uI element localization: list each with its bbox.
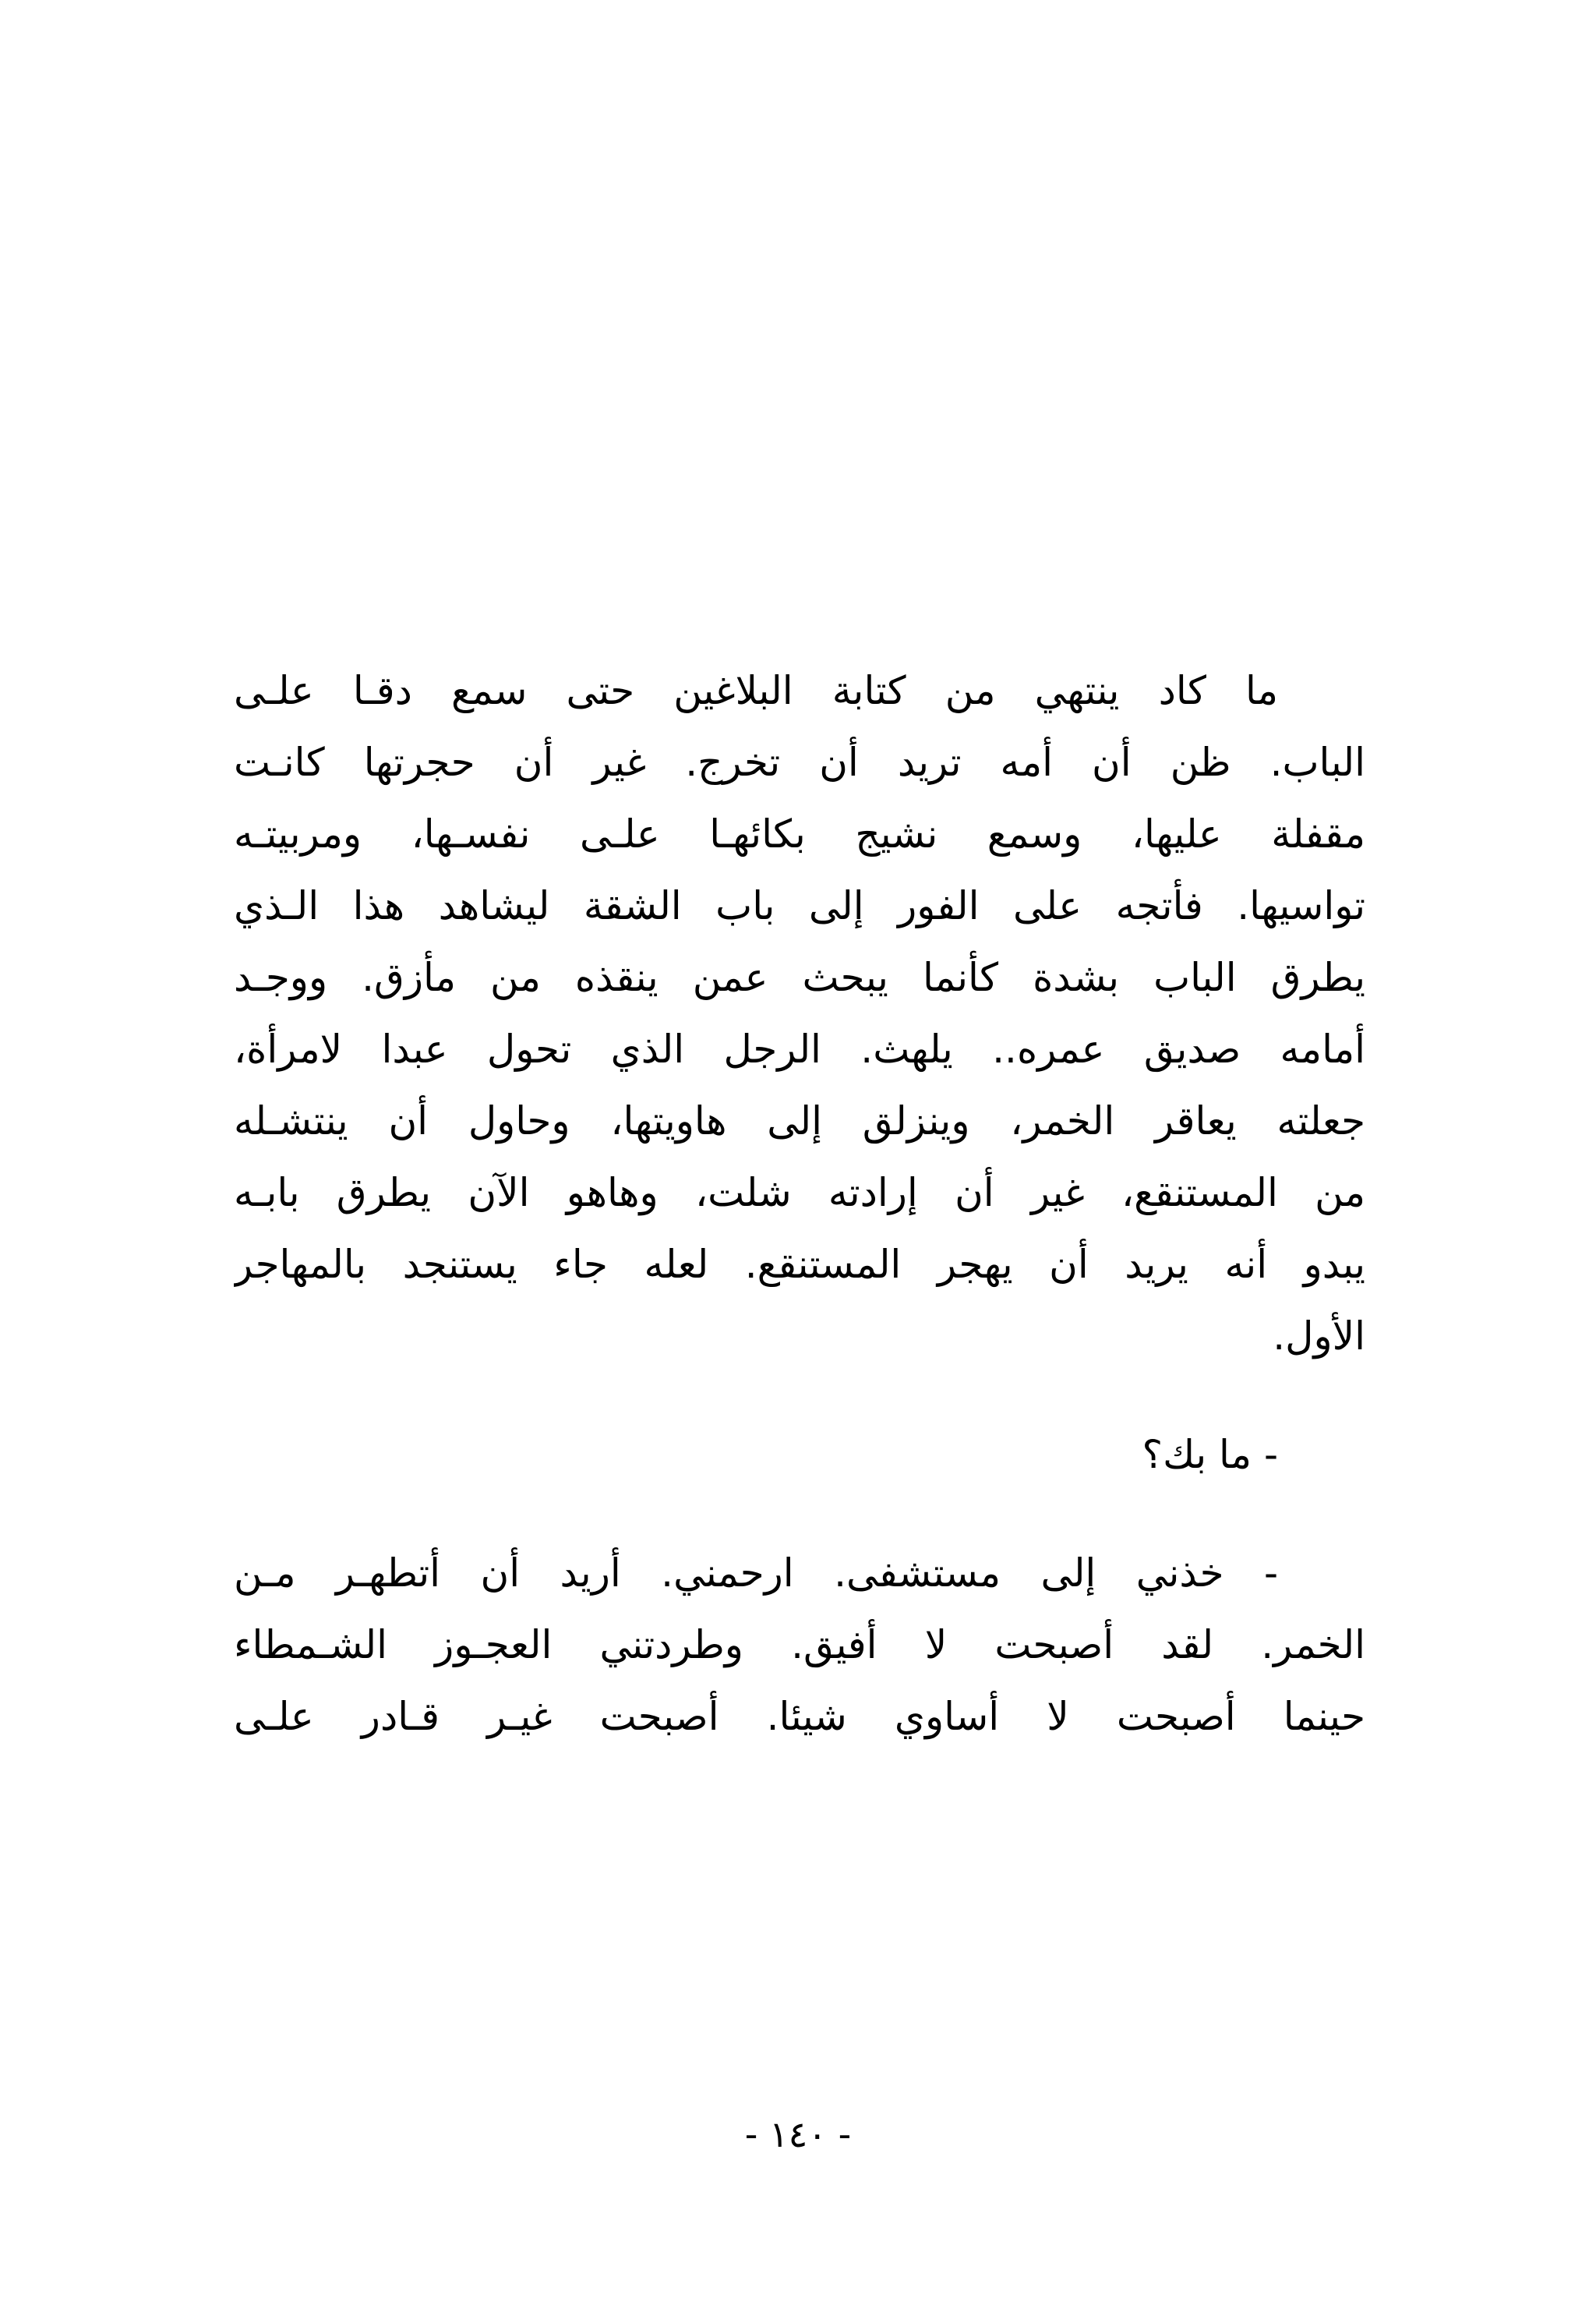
text-line: أمامه صديق عمره.. يلهث. الرجل الذي تحول عبدا لامرأة، <box>234 1027 1365 1072</box>
text-line: الخمر. لقد أصبحت لا أفيق. وطردتني العجـوز الشـمطاء <box>234 1622 1365 1667</box>
text-line: يبدو أنه يريد أن يهجر المستنقع. لعله جاء يستنجد بالمهاجر <box>234 1242 1365 1287</box>
text-line: الأول. <box>1273 1313 1365 1359</box>
text-line: جعلته يعاقر الخمر، وينزلق إلى هاويتها، وحاول أن ينتشـله <box>234 1098 1365 1144</box>
text-line: من المستنقع، غير أن إرادته شلت، وهاهو الآن يطرق بابـه <box>234 1170 1365 1215</box>
dialogue-line: - ما بك؟ <box>1142 1432 1278 1477</box>
text-line: مقفلة عليها، وسمع نشيج بكائهـا علـى نفسـها، ومربيتـه <box>234 811 1365 857</box>
text-line: يطرق الباب بشدة كأنما يبحث عمن ينقذه من مأزق. ووجـد <box>234 955 1365 1000</box>
text-line: - خذني إلى مستشفى. ارحمني. أريد أن أتطهـر مـن <box>234 1550 1278 1596</box>
text-line: الباب. ظن أن أمه تريد أن تخرج. غير أن حجرتها كانـت <box>234 740 1365 785</box>
paragraph-2 <box>234 1537 1365 1752</box>
text-line: ما كاد ينتهي من كتابة البلاغين حتى سمع دقـا علـى <box>234 668 1278 713</box>
page-number: - ١٤٠ - <box>744 2113 852 2155</box>
paragraph-1 <box>234 655 1365 1372</box>
text-line: تواسيها. فأتجه على الفور إلى باب الشقة ليشاهد هذا الـذي <box>234 883 1365 928</box>
text-line: حينما أصبحت لا أساوي شيئا. أصبحت غيـر قـادر علـى <box>234 1694 1365 1739</box>
body-text <box>234 655 1365 1752</box>
